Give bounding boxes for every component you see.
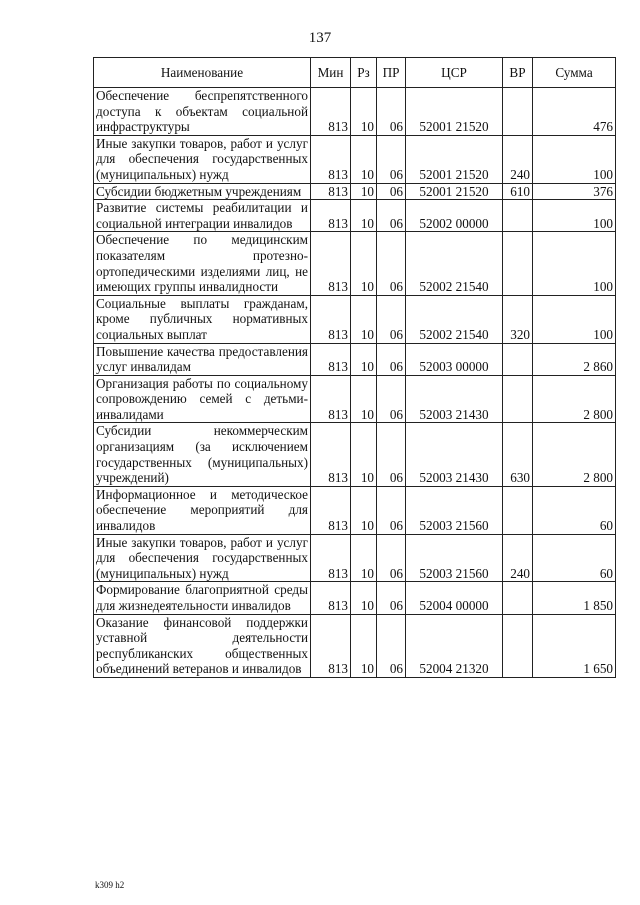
cell-sum: 2 860 xyxy=(533,343,616,375)
table-row xyxy=(94,486,616,534)
cell-vr xyxy=(503,375,533,423)
cell-csr: 52003 21560 xyxy=(406,486,503,534)
cell-rz: 10 xyxy=(351,375,377,423)
cell-vr: 240 xyxy=(503,534,533,582)
cell-pr: 06 xyxy=(377,88,406,136)
cell-min: 813 xyxy=(311,135,351,183)
cell-rz: 10 xyxy=(351,183,377,200)
cell-min: 813 xyxy=(311,232,351,295)
cell-name: Иные закупки товаров, работ и услуг для обеспечения государственных (муниципальных) нужд xyxy=(94,534,311,582)
cell-vr: 320 xyxy=(503,295,533,343)
cell-vr xyxy=(503,486,533,534)
table-row xyxy=(94,534,616,582)
table-row xyxy=(94,375,616,423)
cell-vr xyxy=(503,343,533,375)
cell-csr: 52003 21430 xyxy=(406,375,503,423)
cell-min: 813 xyxy=(311,582,351,614)
cell-sum: 100 xyxy=(533,295,616,343)
table-row xyxy=(94,200,616,232)
cell-name: Повышение качества предоставления услуг инвалидам xyxy=(94,343,311,375)
header-name: Наименование xyxy=(94,58,311,88)
cell-sum: 1 650 xyxy=(533,614,616,677)
cell-rz: 10 xyxy=(351,200,377,232)
cell-vr: 630 xyxy=(503,423,533,486)
cell-rz: 10 xyxy=(351,486,377,534)
cell-min: 813 xyxy=(311,534,351,582)
cell-sum: 376 xyxy=(533,183,616,200)
cell-name: Обеспечение по медицинским показателям протезно-ортопедическими изделиями лиц, не имеющих группы инвалидности xyxy=(94,232,311,295)
budget-table xyxy=(93,57,616,678)
cell-rz: 10 xyxy=(351,135,377,183)
cell-pr: 06 xyxy=(377,232,406,295)
cell-pr: 06 xyxy=(377,423,406,486)
cell-csr: 52002 21540 xyxy=(406,232,503,295)
cell-name: Информационное и методическое обеспечение мероприятий для инвалидов xyxy=(94,486,311,534)
table-row xyxy=(94,183,616,200)
cell-rz: 10 xyxy=(351,295,377,343)
cell-name: Оказание финансовой поддержки уставной деятельности республиканских общественных объединений ветеранов и инвалидов xyxy=(94,614,311,677)
cell-sum: 100 xyxy=(533,135,616,183)
cell-csr: 52003 21430 xyxy=(406,423,503,486)
cell-rz: 10 xyxy=(351,582,377,614)
cell-min: 813 xyxy=(311,486,351,534)
footer-code: k309 h2 xyxy=(95,880,125,890)
cell-min: 813 xyxy=(311,614,351,677)
cell-pr: 06 xyxy=(377,582,406,614)
cell-sum: 60 xyxy=(533,486,616,534)
cell-min: 813 xyxy=(311,375,351,423)
table-row xyxy=(94,614,616,677)
cell-pr: 06 xyxy=(377,375,406,423)
cell-pr: 06 xyxy=(377,295,406,343)
cell-rz: 10 xyxy=(351,614,377,677)
cell-vr xyxy=(503,200,533,232)
cell-pr: 06 xyxy=(377,183,406,200)
cell-vr xyxy=(503,232,533,295)
cell-vr xyxy=(503,88,533,136)
cell-rz: 10 xyxy=(351,343,377,375)
cell-name: Иные закупки товаров, работ и услуг для обеспечения государственных (муниципальных) нужд xyxy=(94,135,311,183)
cell-vr: 610 xyxy=(503,183,533,200)
cell-min: 813 xyxy=(311,343,351,375)
table-row xyxy=(94,295,616,343)
cell-min: 813 xyxy=(311,183,351,200)
cell-sum: 1 850 xyxy=(533,582,616,614)
cell-csr: 52001 21520 xyxy=(406,135,503,183)
cell-rz: 10 xyxy=(351,232,377,295)
page-number: 137 xyxy=(308,30,332,46)
header-min: Мин xyxy=(311,58,351,88)
header-pr: ПР xyxy=(377,58,406,88)
cell-csr: 52002 00000 xyxy=(406,200,503,232)
cell-rz: 10 xyxy=(351,88,377,136)
cell-min: 813 xyxy=(311,200,351,232)
cell-name: Развитие системы реабилитации и социальной интеграции инвалидов xyxy=(94,200,311,232)
cell-min: 813 xyxy=(311,423,351,486)
cell-name: Формирование благоприятной среды для жизнедеятельности инвалидов xyxy=(94,582,311,614)
cell-csr: 52004 21320 xyxy=(406,614,503,677)
cell-pr: 06 xyxy=(377,614,406,677)
table-row xyxy=(94,135,616,183)
cell-rz: 10 xyxy=(351,423,377,486)
cell-sum: 2 800 xyxy=(533,375,616,423)
cell-pr: 06 xyxy=(377,486,406,534)
cell-csr: 52001 21520 xyxy=(406,88,503,136)
cell-pr: 06 xyxy=(377,534,406,582)
cell-sum: 60 xyxy=(533,534,616,582)
cell-csr: 52003 21560 xyxy=(406,534,503,582)
cell-csr: 52004 00000 xyxy=(406,582,503,614)
header-row xyxy=(94,58,616,88)
cell-min: 813 xyxy=(311,295,351,343)
header-vr: ВР xyxy=(503,58,533,88)
table-row xyxy=(94,232,616,295)
cell-csr: 52002 21540 xyxy=(406,295,503,343)
cell-vr xyxy=(503,614,533,677)
table-row xyxy=(94,88,616,136)
cell-rz: 10 xyxy=(351,534,377,582)
cell-name: Обеспечение беспрепятственного доступа к объектам социальной инфраструктуры xyxy=(94,88,311,136)
cell-vr xyxy=(503,582,533,614)
cell-pr: 06 xyxy=(377,200,406,232)
cell-name: Организация работы по социальному сопровождению семей с детьми-инвалидами xyxy=(94,375,311,423)
header-rz: Рз xyxy=(351,58,377,88)
cell-sum: 100 xyxy=(533,200,616,232)
cell-csr: 52003 00000 xyxy=(406,343,503,375)
header-sum: Сумма xyxy=(533,58,616,88)
cell-pr: 06 xyxy=(377,343,406,375)
cell-sum: 2 800 xyxy=(533,423,616,486)
cell-name: Социальные выплаты гражданам, кроме публичных нормативных социальных выплат xyxy=(94,295,311,343)
cell-vr: 240 xyxy=(503,135,533,183)
cell-name: Субсидии некоммерческим организациям (за исключением государственных (муниципальных) учреждений) xyxy=(94,423,311,486)
table-row xyxy=(94,423,616,486)
table-row xyxy=(94,582,616,614)
cell-min: 813 xyxy=(311,88,351,136)
cell-csr: 52001 21520 xyxy=(406,183,503,200)
cell-sum: 476 xyxy=(533,88,616,136)
cell-sum: 100 xyxy=(533,232,616,295)
cell-name: Субсидии бюджетным учреждениям xyxy=(94,183,311,200)
header-csr: ЦСР xyxy=(406,58,503,88)
cell-pr: 06 xyxy=(377,135,406,183)
table-row xyxy=(94,343,616,375)
